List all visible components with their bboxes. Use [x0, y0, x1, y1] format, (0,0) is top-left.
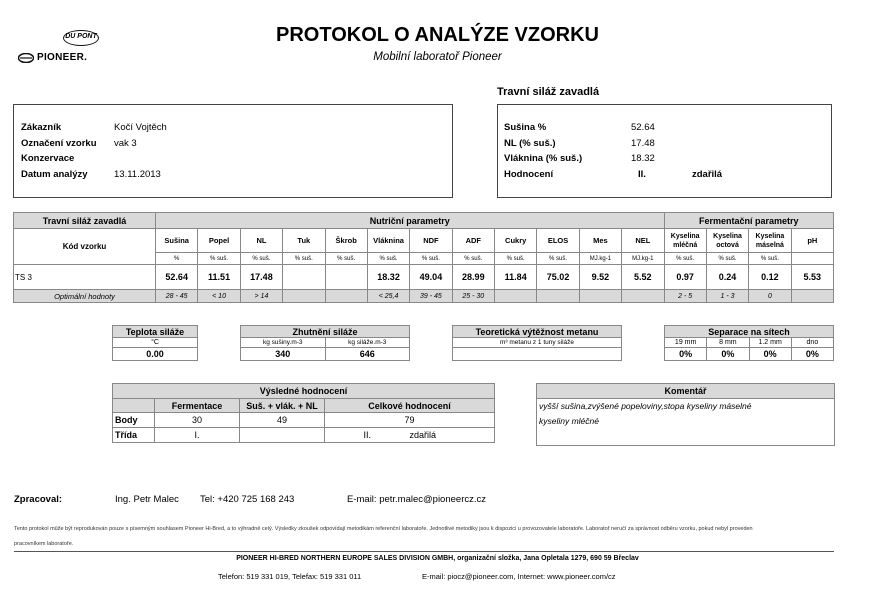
rating-value: II.: [638, 169, 646, 180]
sample-label: Označení vzorku: [21, 138, 97, 149]
processed-label: Zpracoval:: [14, 494, 63, 505]
unit-cell: % suš.: [198, 253, 240, 265]
value-cell: 11.84: [495, 265, 537, 290]
value-cell: 9.52: [579, 265, 621, 290]
company-contacts: E-mail: piocz@pioneer.com, Internet: www.pioneer.com/cz: [422, 572, 616, 581]
col-header: Mes: [579, 229, 621, 253]
protein-label: NL (% suš.): [504, 138, 556, 149]
unit-cell: MJ.kg-1: [622, 253, 664, 265]
optimal-cell: 1 - 3: [706, 290, 748, 303]
optimal-cell: [622, 290, 664, 303]
disclaimer-text: Tento protokol může být reprodukován pouze s písemným souhlasem Pioneer Hi-Bred, a to výhradně celý. Výsledky zkoušek odpovídají metodikám referenční laboratoře. Jednotlivé metodiky jsou k dispozici u provozovatele laboratoře. Laboratoř neručí za správnost odběru vzorku, pokud nebyl proveden: [14, 526, 753, 532]
optimal-cell: 28 - 45: [156, 290, 198, 303]
points-label: Body: [113, 413, 155, 428]
sieve-value: 0%: [791, 348, 833, 361]
summary-box: [497, 104, 832, 198]
unit-cell: % suš.: [283, 253, 325, 265]
temperature-heading: Teplota siláže: [113, 326, 198, 338]
dupont-logo: DU PONT: [63, 30, 99, 46]
comment-heading: Komentář: [537, 384, 834, 399]
points-combined: 49: [240, 413, 325, 428]
preservation-label: Konzervace: [21, 153, 75, 164]
col-header: Sušina: [156, 229, 198, 253]
col-header: Popel: [198, 229, 240, 253]
value-cell: 18.32: [367, 265, 409, 290]
comment-box: [536, 383, 835, 446]
value-cell: 17.48: [240, 265, 282, 290]
optimal-cell: [791, 290, 833, 303]
sieve-label: 19 mm: [665, 338, 707, 348]
value-cell: [325, 265, 367, 290]
unit-cell: MJ.kg-1: [579, 253, 621, 265]
class-label: Třída: [113, 428, 155, 443]
sieve-label: 1.2 mm: [749, 338, 791, 348]
optimal-cell: > 14: [240, 290, 282, 303]
class-fermentation: I.: [155, 428, 240, 443]
sample-value: vak 3: [114, 138, 137, 149]
optimal-cell: [283, 290, 325, 303]
unit-cell: % suš.: [325, 253, 367, 265]
optimal-cell: < 10: [198, 290, 240, 303]
col-header: Vláknina: [367, 229, 409, 253]
compaction-unit-dry: kg sušiny.m-3: [241, 338, 326, 348]
optimal-cell: 2 - 5: [664, 290, 706, 303]
methane-table: [452, 325, 622, 361]
col-header: Kyselina mléčná: [664, 229, 706, 253]
optimal-cell: [579, 290, 621, 303]
value-cell: 52.64: [156, 265, 198, 290]
col-header: NEL: [622, 229, 664, 253]
analysis-table: [13, 212, 834, 303]
comment-line: vyšší sušina,zvýšené popeloviny,stopa kyseliny máselné: [539, 401, 752, 411]
fiber-label: Vláknina (% suš.): [504, 153, 583, 164]
value-cell: 0.24: [706, 265, 748, 290]
col-header: Kyselina octová: [706, 229, 748, 253]
sieve-label: dno: [791, 338, 833, 348]
date-value: 13.11.2013: [114, 169, 161, 180]
processed-name: Ing. Petr Malec: [115, 494, 179, 505]
nutrition-header: Nutriční parametry: [156, 213, 665, 229]
page-title: PROTOKOL O ANALÝZE VZORKU: [276, 24, 599, 46]
optimal-cell: 0: [749, 290, 791, 303]
value-cell: 49.04: [410, 265, 452, 290]
dry-matter-label: Sušina %: [504, 122, 547, 133]
value-cell: 0.12: [749, 265, 791, 290]
sieve-value: 0%: [707, 348, 749, 361]
points-fermentation: 30: [155, 413, 240, 428]
customer-box: [13, 104, 453, 198]
optimal-cell: [537, 290, 579, 303]
footer-divider: [14, 551, 834, 552]
compaction-table: [240, 325, 410, 361]
pioneer-wordmark: PIONEER.: [37, 52, 88, 63]
unit-cell: % suš.: [537, 253, 579, 265]
optimal-cell: 25 - 30: [452, 290, 494, 303]
summary-heading: Travní siláž zavadlá: [497, 86, 600, 98]
value-cell: 28.99: [452, 265, 494, 290]
methane-heading: Teoretická výtěžnost metanu: [453, 326, 622, 338]
unit-cell: %: [156, 253, 198, 265]
company-phones: Telefon: 519 331 019, Telefax: 519 331 011: [218, 572, 362, 581]
temperature-value: 0.00: [113, 348, 198, 361]
col-header: Škrob: [325, 229, 367, 253]
temperature-unit: °C: [113, 338, 198, 348]
results-col-overall: Celkové hodnocení: [325, 399, 495, 413]
unit-cell: % suš.: [664, 253, 706, 265]
sample-code-cell: TS 3: [14, 265, 156, 290]
optimal-cell: [495, 290, 537, 303]
unit-cell: % suš.: [367, 253, 409, 265]
value-cell: 5.52: [622, 265, 664, 290]
protein-value: 17.48: [631, 138, 655, 149]
value-cell: 0.97: [664, 265, 706, 290]
fermentation-header: Fermentační parametry: [664, 213, 834, 229]
temperature-table: [112, 325, 198, 361]
results-col-combined: Suš. + vlák. + NL: [240, 399, 325, 413]
points-overall: 79: [325, 413, 495, 428]
compaction-value-silage: 646: [325, 348, 410, 361]
value-cell: 11.51: [198, 265, 240, 290]
compaction-value-dry: 340: [241, 348, 326, 361]
rating-text: zdařilá: [692, 169, 723, 180]
col-header: NDF: [410, 229, 452, 253]
col-header: Tuk: [283, 229, 325, 253]
unit-cell: % suš.: [706, 253, 748, 265]
code-header: Kód vzorku: [14, 229, 156, 265]
value-cell: 5.53: [791, 265, 833, 290]
col-header: NL: [240, 229, 282, 253]
optimal-cell: [325, 290, 367, 303]
compaction-heading: Zhutnění siláže: [241, 326, 410, 338]
dry-matter-value: 52.64: [631, 122, 655, 133]
col-header: Kyselina máselná: [749, 229, 791, 253]
unit-cell: % suš.: [749, 253, 791, 265]
col-header: pH: [791, 229, 833, 253]
date-label: Datum analýzy: [21, 169, 88, 180]
col-header: Cukry: [495, 229, 537, 253]
col-header: ADF: [452, 229, 494, 253]
rating-label: Hodnocení: [504, 169, 554, 180]
unit-cell: [791, 253, 833, 265]
customer-label: Zákazník: [21, 122, 62, 133]
class-overall: II.: [325, 428, 410, 443]
class-combined: [240, 428, 325, 443]
company-address: PIONEER HI-BRED NORTHERN EUROPE SALES DIVISION GMBH, organizační složka, Jana Opletala 1279, 690 59 Břeclav: [236, 555, 639, 562]
results-corner: [113, 399, 155, 413]
class-overall-text: zdařilá: [410, 428, 495, 443]
value-cell: 75.02: [537, 265, 579, 290]
processed-phone: Tel: +420 725 168 243: [200, 494, 295, 505]
results-heading: Výsledné hodnocení: [113, 384, 495, 399]
unit-cell: % suš.: [452, 253, 494, 265]
unit-cell: % suš.: [410, 253, 452, 265]
sieve-value: 0%: [749, 348, 791, 361]
sieve-label: 8 mm: [707, 338, 749, 348]
methane-value: [453, 348, 622, 361]
methane-unit: m³ metanu z 1 tuny siláže: [453, 338, 622, 348]
optimal-label: Optimální hodnoty: [14, 290, 156, 303]
sample-type-header: Travní siláž zavadlá: [14, 213, 156, 229]
results-table: [112, 383, 495, 443]
optimal-cell: < 25,4: [367, 290, 409, 303]
customer-value: Kočí Vojtěch: [114, 122, 167, 133]
sieve-value: 0%: [665, 348, 707, 361]
disclaimer-text: pracovníkem laboratoře.: [14, 541, 74, 547]
results-col-fermentation: Fermentace: [155, 399, 240, 413]
optimal-cell: 39 - 45: [410, 290, 452, 303]
compaction-unit-silage: kg siláže.m-3: [325, 338, 410, 348]
comment-line: kyseliny mléčné: [539, 416, 599, 426]
page-subtitle: Mobilní laboratoř Pioneer: [373, 51, 502, 63]
unit-cell: % suš.: [240, 253, 282, 265]
value-cell: [283, 265, 325, 290]
processed-email: E-mail: petr.malec@pioneercz.cz: [347, 494, 486, 505]
separation-table: [664, 325, 834, 361]
col-header: ELOS: [537, 229, 579, 253]
unit-cell: % suš.: [495, 253, 537, 265]
fiber-value: 18.32: [631, 153, 655, 164]
separation-heading: Separace na sítech: [665, 326, 834, 338]
